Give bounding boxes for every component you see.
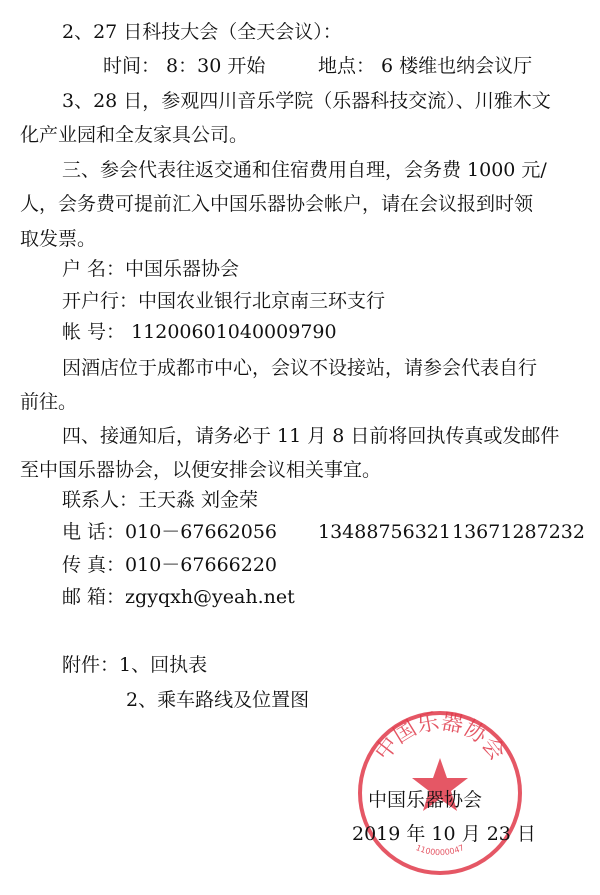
issue-date: 2019 年 10 月 23 日: [352, 823, 536, 845]
section-3-fee-line2: 人，会务费可提前汇入中国乐器协会帐户，请在会议报到时领: [20, 193, 534, 215]
section-4-reply-line1: 四、接通知后，请务必于 11 月 8 日前将回执传真或发邮件: [62, 425, 560, 447]
account-number: 帐 号： 11200601040009790: [62, 321, 337, 343]
item-3-visit-line2: 化产业园和全友家具公司。: [20, 124, 249, 146]
section-3-fee-line1: 三、参会代表往返交通和住宿费用自理，会务费 1000 元/: [62, 159, 547, 181]
contact-persons: 联系人：王天淼 刘金荣: [62, 489, 259, 511]
meeting-time: 时间： 8：30 开始: [103, 55, 266, 77]
mobile-2: 13671287232: [452, 521, 585, 543]
item-2-science-conference: 2、27 日科技大会（全天会议）：: [62, 21, 342, 43]
item-3-visit-line1: 3、28 日，参观四川音乐学院（乐器科技交流）、川雅木文: [62, 90, 551, 112]
fax-line: 传 真：010－67666220: [62, 554, 278, 576]
seal-code-text: 1100000047: [414, 843, 466, 858]
hotel-note-line2: 前往。: [20, 391, 78, 413]
issuing-organization: 中国乐器协会: [368, 789, 483, 811]
bank-name: 开户行：中国农业银行北京南三环支行: [62, 290, 386, 312]
phone-line: 电 话：010－67662056: [62, 521, 278, 543]
account-name: 户 名：中国乐器协会: [62, 258, 240, 280]
mobile-1: 13488756321: [318, 521, 451, 543]
attachment-1: 附件：1、回执表: [62, 654, 208, 676]
section-4-reply-line2: 至中国乐器协会，以便安排会议相关事宜。: [20, 459, 382, 481]
seal-arc-text: 中国乐器协会: [370, 709, 510, 766]
hotel-note-line1: 因酒店位于成都市中心，会议不设接站，请参会代表自行: [62, 357, 538, 379]
email-line: 邮 箱：zgyqxh@yeah.net: [62, 586, 295, 608]
meeting-location: 地点： 6 楼维也纳会议厅: [318, 55, 533, 77]
attachment-2: 2、乘车路线及位置图: [126, 689, 310, 711]
section-3-fee-line3: 取发票。: [20, 228, 97, 250]
